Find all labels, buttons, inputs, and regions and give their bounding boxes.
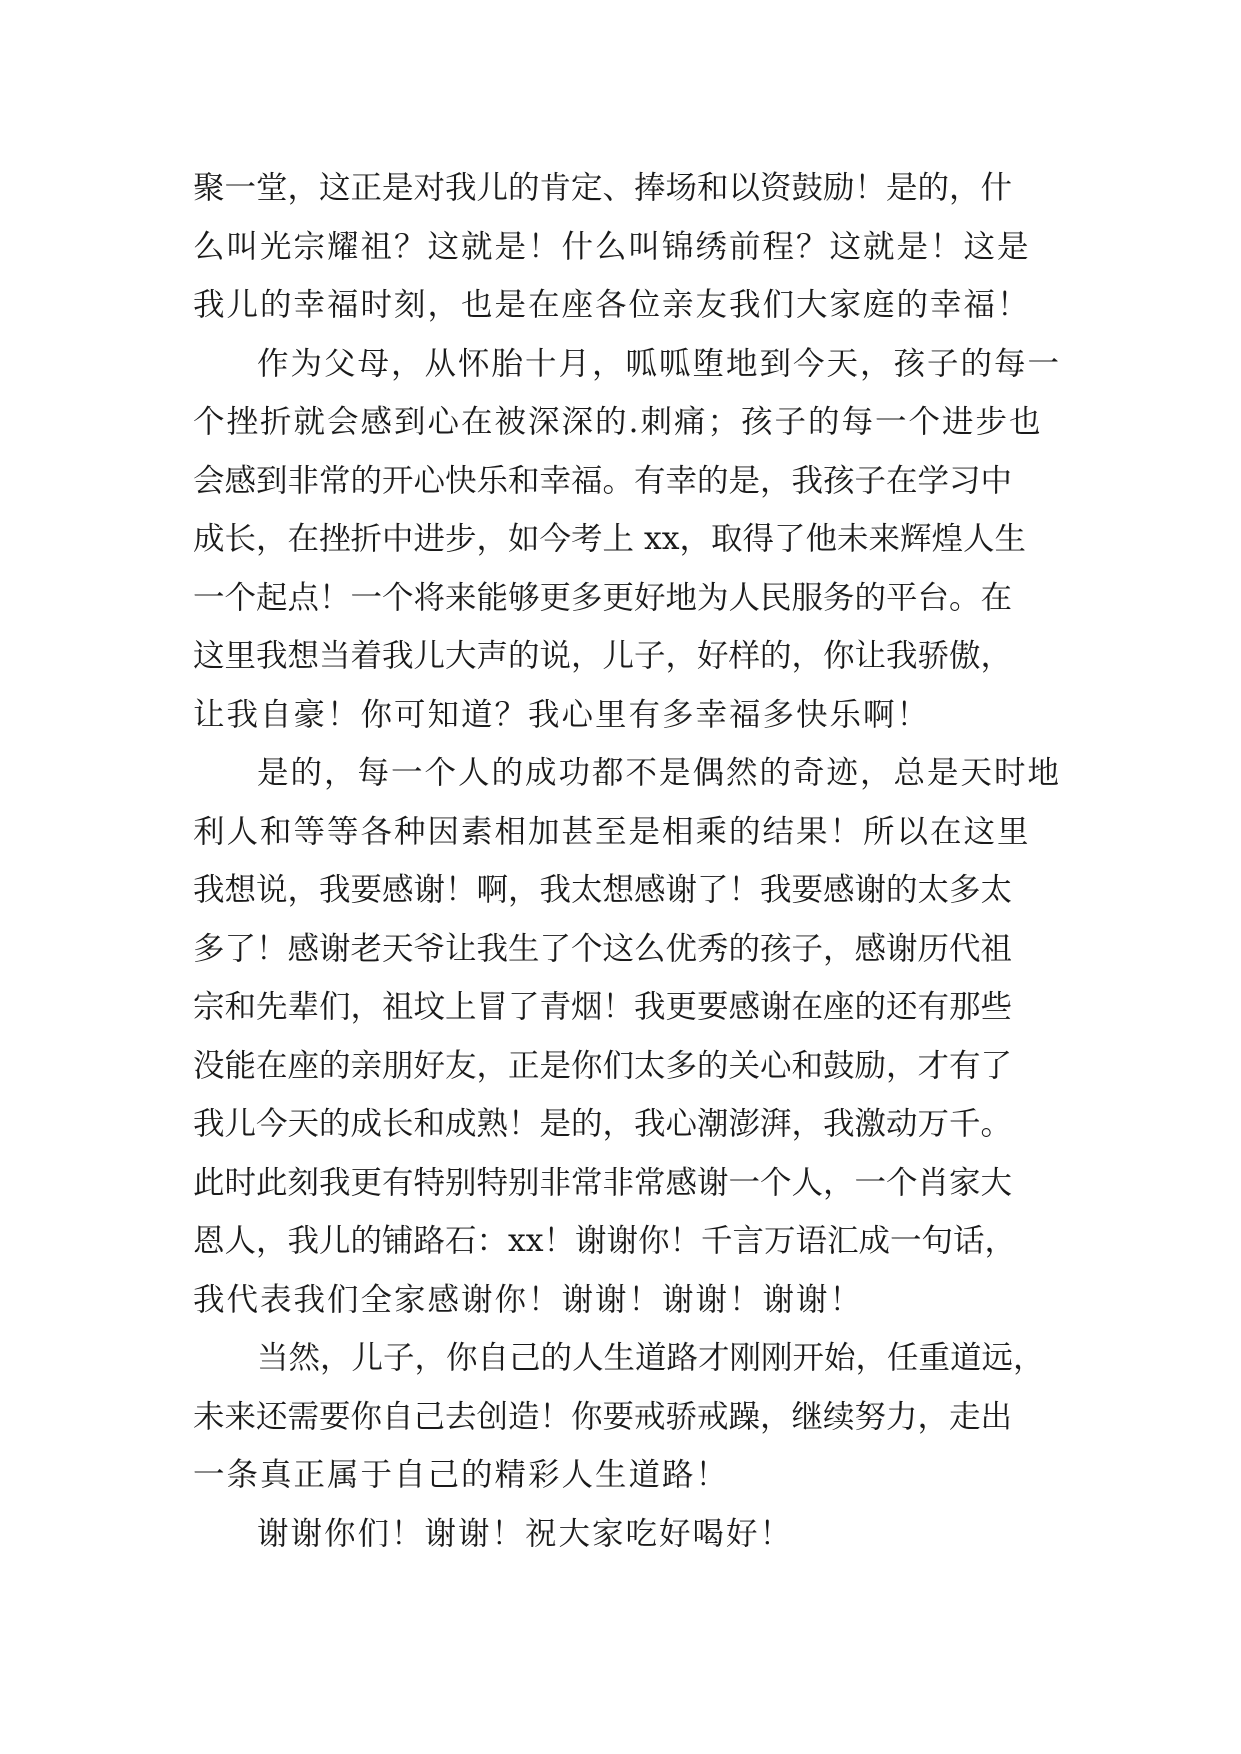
text-line: 我儿的幸福时刻，也是在座各位亲友我们大家庭的幸福！ — [193, 287, 1031, 323]
text-line: 个挫折就会感到心在被深深的.刺痛；孩子的每一个进步也 — [193, 404, 1043, 440]
text-line: 成长，在挫折中进步，如今考上 xx，取得了他未来辉煌人生 — [193, 521, 1027, 557]
text-line: 我儿今天的成长和成熟！是的，我心潮澎湃，我激动万千。 — [193, 1106, 1013, 1142]
text-line: 未来还需要你自己去创造！你要戒骄戒躁，继续努力，走出 — [193, 1398, 1013, 1435]
text-line: 是的，每一个人的成功都不是偶然的奇迹，总是天时地 — [257, 755, 1062, 791]
text-line: 聚一堂，这正是对我儿的肯定、捧场和以资鼓励！是的，什 — [193, 170, 1013, 206]
text-line: 此时此刻我更有特别特别非常非常感谢一个人，一个肖家大 — [193, 1164, 1013, 1201]
text-line: 一条真正属于自己的精彩人生道路！ — [193, 1457, 730, 1493]
text-line: 宗和先辈们，祖坟上冒了青烟！我更要感谢在座的还有那些 — [193, 989, 1013, 1025]
text-line: 让我自豪！你可知道？我心里有多幸福多快乐啊！ — [193, 696, 931, 733]
text-line: 我代表我们全家感谢你！谢谢！谢谢！谢谢！ — [193, 1281, 864, 1318]
text-line: 作为父母，从怀胎十月，呱呱堕地到今天，孩子的每一 — [257, 345, 1062, 382]
text-line: 没能在座的亲朋好友，正是你们太多的关心和鼓励，才有了 — [193, 1047, 1013, 1084]
text-line: 谢谢你们！谢谢！祝大家吃好喝好！ — [257, 1515, 794, 1552]
document-body — [193, 159, 1063, 1563]
text-line: 一个起点！一个将来能够更多更好地为人民服务的平台。在 — [193, 579, 1013, 616]
text-line: 多了！感谢老天爷让我生了个这么优秀的孩子，感谢历代祖 — [193, 930, 1013, 967]
text-line: 么叫光宗耀祖？这就是！什么叫锦绣前程？这就是！这是 — [193, 228, 1031, 265]
text-line: 当然，儿子，你自己的人生道路才刚刚开始，任重道远， — [257, 1340, 1045, 1376]
text-line: 利人和等等各种因素相加甚至是相乘的结果！所以在这里 — [193, 813, 1031, 850]
text-line: 我想说，我要感谢！啊，我太想感谢了！我要感谢的太多太 — [193, 872, 1013, 908]
text-line: 会感到非常的开心快乐和幸福。有幸的是，我孩子在学习中 — [193, 462, 1013, 499]
text-line: 这里我想当着我儿大声的说，儿子，好样的，你让我骄傲， — [193, 638, 1013, 674]
text-line: 恩人，我儿的铺路石：xx！谢谢你！千言万语汇成一句话， — [193, 1223, 1017, 1259]
